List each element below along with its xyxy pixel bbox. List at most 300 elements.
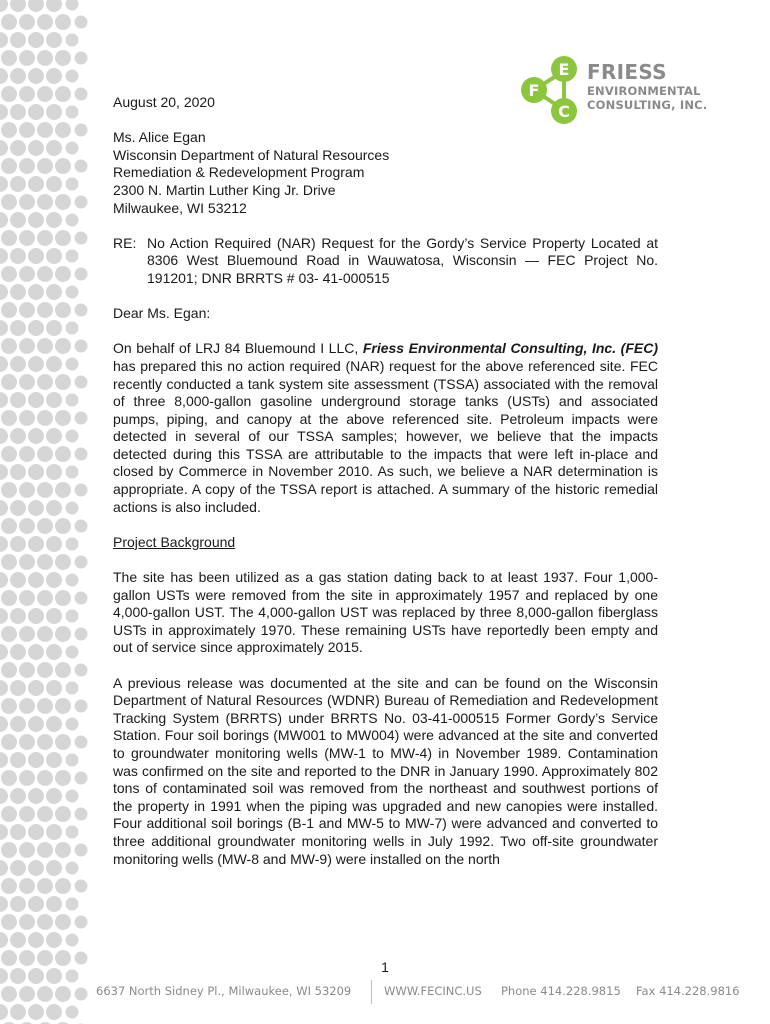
recipient-street: 2300 N. Martin Luther King Jr. Drive — [113, 181, 336, 198]
decor-dot — [19, 14, 35, 30]
decor-dot — [0, 824, 8, 840]
decor-dot — [75, 340, 88, 353]
decor-dot — [75, 772, 88, 785]
decor-dot — [66, 718, 79, 731]
decor-dot — [1, 842, 17, 858]
decor-dot — [28, 716, 44, 732]
decor-dot — [10, 356, 26, 372]
decor-dot — [19, 518, 35, 534]
decor-dot — [46, 608, 62, 624]
decor-dot — [75, 268, 88, 281]
decor-dot — [0, 140, 8, 156]
decor-dot — [66, 0, 79, 11]
decor-dot — [66, 574, 79, 587]
decor-dot — [75, 664, 88, 677]
decor-dot — [19, 662, 35, 678]
decor-dot — [0, 680, 8, 696]
decor-dot — [66, 466, 79, 479]
decor-dot — [28, 176, 44, 192]
decor-dot — [28, 68, 44, 84]
decor-dot — [66, 682, 79, 695]
decor-dot — [37, 986, 53, 1002]
decor-dot — [28, 608, 44, 624]
decor-dot — [0, 572, 8, 588]
decor-dot — [46, 284, 62, 300]
decor-dot — [55, 338, 71, 354]
decor-dot — [55, 662, 71, 678]
decor-dot — [55, 302, 71, 318]
decor-dot — [55, 590, 71, 606]
decor-dot — [37, 554, 53, 570]
decor-dot — [10, 572, 26, 588]
decor-dot — [0, 500, 8, 516]
decor-dot — [55, 194, 71, 210]
decor-dot — [1, 410, 17, 426]
decor-dot — [0, 788, 8, 804]
decor-dot — [66, 142, 79, 155]
decor-dot — [0, 536, 8, 552]
decorative-dot-pattern — [0, 0, 90, 1024]
decor-dot — [19, 482, 35, 498]
decor-dot — [0, 176, 8, 192]
decor-dot — [1, 446, 17, 462]
decor-dot — [55, 518, 71, 534]
logo-line-1: FRIESS — [587, 60, 667, 84]
decor-dot — [10, 788, 26, 804]
decor-dot — [66, 646, 79, 659]
decor-dot — [75, 736, 88, 749]
decor-dot — [46, 104, 62, 120]
decor-dot — [19, 338, 35, 354]
decor-dot — [46, 392, 62, 408]
decor-dot — [55, 374, 71, 390]
letter-date: August 20, 2020 — [113, 94, 215, 110]
decor-dot — [55, 770, 71, 786]
decor-dot — [28, 104, 44, 120]
decor-dot — [19, 194, 35, 210]
decor-dot — [37, 374, 53, 390]
decor-dot — [28, 536, 44, 552]
decor-dot — [66, 214, 79, 227]
subject-line — [113, 235, 658, 288]
logo-line-3: CONSULTING, INC. — [587, 97, 708, 112]
decor-dot — [28, 140, 44, 156]
decor-dot — [55, 158, 71, 174]
decor-dot — [1, 482, 17, 498]
decor-dot — [46, 860, 62, 876]
decor-dot — [55, 230, 71, 246]
decor-dot — [28, 212, 44, 228]
decor-dot — [75, 232, 88, 245]
decor-dot — [75, 196, 88, 209]
decor-dot — [0, 464, 8, 480]
decor-dot — [19, 158, 35, 174]
decor-dot — [10, 680, 26, 696]
decor-dot — [66, 1006, 79, 1019]
decor-dot — [19, 302, 35, 318]
decor-dot — [1, 626, 17, 642]
footer-divider — [371, 980, 372, 1004]
decor-dot — [37, 158, 53, 174]
decor-dot — [37, 86, 53, 102]
decor-dot — [66, 178, 79, 191]
decor-dot — [55, 266, 71, 282]
subject-text: No Action Required (NAR) Request for the Gordy’s Service Property Located at 8306 West Bluemound Road in Wauwatosa, Wisconsin — FEC Project No. 191201; DNR BRRTS # 03- 41-000515 — [147, 234, 658, 286]
decor-dot — [66, 934, 79, 947]
decor-dot — [1, 302, 17, 318]
company-name-emphasis: Friess Environmental Consulting, Inc. (FEC) — [362, 340, 659, 357]
decor-dot — [37, 842, 53, 858]
decor-dot — [75, 592, 88, 605]
decor-dot — [0, 896, 8, 912]
decor-dot — [19, 806, 35, 822]
background-paragraph-1: The site has been utilized as a gas station dating back to at least 1937. Four 1,000-gallon USTs were removed from the site in approximately 1957 and replaced by one 4,000-gallon UST. The 4,000-gallon UST was replaced by three 8,000-gallon fiberglass USTs in approximately 1970. These remaining USTs have reportedly been empty and out of service since approximately 2015. — [113, 569, 658, 656]
decor-dot — [75, 448, 88, 461]
decor-dot — [10, 1004, 26, 1020]
decor-dot — [28, 1004, 44, 1020]
decor-dot — [1, 230, 17, 246]
decor-dot — [37, 230, 53, 246]
decor-dot — [1, 374, 17, 390]
footer-website: WWW.FECINC.US — [384, 984, 482, 998]
decor-dot — [1, 698, 17, 714]
decor-dot — [19, 626, 35, 642]
decor-dot — [28, 932, 44, 948]
decor-dot — [75, 700, 88, 713]
decor-dot — [55, 86, 71, 102]
decor-dot — [0, 0, 8, 12]
decor-dot — [10, 212, 26, 228]
decor-dot — [28, 428, 44, 444]
decor-dot — [19, 698, 35, 714]
decor-dot — [46, 248, 62, 264]
decor-dot — [75, 376, 88, 389]
decor-dot — [0, 320, 8, 336]
decor-dot — [66, 322, 79, 335]
decor-dot — [37, 14, 53, 30]
decor-dot — [37, 806, 53, 822]
decor-dot — [19, 590, 35, 606]
decor-dot — [66, 538, 79, 551]
decor-dot — [55, 554, 71, 570]
decor-dot — [55, 482, 71, 498]
decor-dot — [10, 644, 26, 660]
decor-dot — [28, 644, 44, 660]
decor-dot — [1, 662, 17, 678]
logo-letter-c: C — [558, 102, 570, 121]
decor-dot — [0, 392, 8, 408]
decor-dot — [55, 986, 71, 1002]
decor-dot — [19, 86, 35, 102]
decor-dot — [1, 914, 17, 930]
decor-dot — [66, 826, 79, 839]
decor-dot — [1, 122, 17, 138]
decor-dot — [66, 754, 79, 767]
decor-dot — [55, 14, 71, 30]
decor-dot — [28, 320, 44, 336]
decor-dot — [55, 626, 71, 642]
decor-dot — [66, 502, 79, 515]
decor-dot — [55, 878, 71, 894]
decor-dot — [10, 932, 26, 948]
decor-dot — [1, 518, 17, 534]
decor-dot — [10, 104, 26, 120]
recipient-city: Milwaukee, WI 53212 — [113, 199, 247, 216]
decor-dot — [75, 844, 88, 857]
decor-dot — [46, 896, 62, 912]
decor-dot — [46, 140, 62, 156]
decor-dot — [55, 806, 71, 822]
decor-dot — [1, 806, 17, 822]
decor-dot — [10, 500, 26, 516]
decor-dot — [0, 716, 8, 732]
decor-dot — [10, 464, 26, 480]
salutation: Dear Ms. Egan: — [113, 305, 211, 322]
decor-dot — [10, 752, 26, 768]
decor-dot — [55, 842, 71, 858]
decor-dot — [55, 410, 71, 426]
decor-dot — [37, 410, 53, 426]
decor-dot — [46, 788, 62, 804]
decor-dot — [75, 556, 88, 569]
decor-dot — [19, 734, 35, 750]
decor-dot — [75, 88, 88, 101]
decor-dot — [66, 70, 79, 83]
decor-dot — [1, 14, 17, 30]
decor-dot — [0, 428, 8, 444]
decor-dot — [46, 752, 62, 768]
decor-dot — [37, 590, 53, 606]
decor-dot — [46, 644, 62, 660]
decor-dot — [55, 446, 71, 462]
decor-dot — [66, 394, 79, 407]
decor-dot — [1, 194, 17, 210]
intro-paragraph — [113, 340, 658, 516]
decor-dot — [1, 986, 17, 1002]
recipient-address — [113, 129, 658, 217]
decor-dot — [75, 412, 88, 425]
footer-fax: Fax 414.228.9816 — [636, 984, 740, 998]
decor-dot — [37, 878, 53, 894]
decor-dot — [10, 0, 26, 12]
decor-dot — [46, 716, 62, 732]
decor-dot — [66, 862, 79, 875]
decor-dot — [10, 248, 26, 264]
intro-text-start: On behalf of LRJ 84 Bluemound I LLC, — [113, 340, 363, 357]
decor-dot — [37, 302, 53, 318]
decor-dot — [46, 536, 62, 552]
decor-dot — [66, 430, 79, 443]
decor-dot — [46, 32, 62, 48]
decor-dot — [46, 1004, 62, 1020]
intro-text-end: has prepared this no action required (NAR) request for the above referenced site. FEC recently conducted a tank system site assessment (TSSA) associated with the removal of three 8,000-gallon gasoline underground storage tanks (USTs) and associated pumps, piping, and canopy at the above referenced site. Petroleum impacts were detected in several of our TSSA samples; however, we believe that the impacts detected during this TSSA are attributable to the impacts that were left in-place and closed by Commerce in November 2010. As such, we believe a NAR determination is appropriate. A copy of the TSSA report is attached. A summary of the historic remedial actions is also included. — [113, 357, 658, 515]
decor-dot — [66, 250, 79, 263]
decor-dot — [28, 896, 44, 912]
decor-dot — [28, 500, 44, 516]
decor-dot — [66, 106, 79, 119]
decor-dot — [1, 50, 17, 66]
decor-dot — [46, 680, 62, 696]
decor-dot — [55, 122, 71, 138]
decor-dot — [28, 284, 44, 300]
decor-dot — [19, 410, 35, 426]
decor-dot — [0, 932, 8, 948]
recipient-program: Remediation & Redevelopment Program — [113, 164, 365, 181]
decor-dot — [19, 122, 35, 138]
decor-dot — [0, 860, 8, 876]
decor-dot — [37, 446, 53, 462]
decor-dot — [10, 284, 26, 300]
decor-dot — [19, 914, 35, 930]
decor-dot — [1, 734, 17, 750]
decor-dot — [19, 230, 35, 246]
decor-dot — [46, 500, 62, 516]
section-heading: Project Background — [113, 533, 236, 550]
logo-line-2: ENVIRONMENTAL — [587, 84, 701, 98]
decor-dot — [28, 788, 44, 804]
decor-dot — [19, 374, 35, 390]
decor-dot — [37, 194, 53, 210]
decor-dot — [75, 988, 88, 1001]
decor-dot — [0, 68, 8, 84]
recipient-org: Wisconsin Department of Natural Resources — [113, 146, 390, 163]
background-paragraph-2: A previous release was documented at the site and can be found on the Wisconsin Department of Natural Resources (WDNR) Bureau of Remediation and Redevelopment Tracking System (BRRTS) under BRRTS No. 03-41-000515 Former Gordy’s Service Station. Four soil borings (MW001 to MW004) were advanced at the site and converted to groundwater monitoring wells (MW-1 to MW-4) in November 1989. Contamination was confirmed on the site and reported to the DNR in January 1990. Approximately 802 tons of contaminated soil was removed from the northeast and southwest portions of the property in 1991 when the piping was upgraded and new canopies were installed. Four additional soil borings (B-1 and MW-5 to MW-7) were advanced and converted to three additional groundwater monitoring wells in July 1992. Two off-site groundwater monitoring wells (MW-8 and MW-9) were installed on the north — [113, 674, 658, 867]
decor-dot — [1, 590, 17, 606]
decor-dot — [66, 286, 79, 299]
decor-dot — [10, 716, 26, 732]
decor-dot — [75, 16, 88, 29]
subject-label: RE: — [113, 234, 137, 251]
decor-dot — [10, 68, 26, 84]
decor-dot — [10, 536, 26, 552]
decor-dot — [19, 770, 35, 786]
decor-dot — [46, 212, 62, 228]
decor-dot — [28, 572, 44, 588]
decor-dot — [37, 482, 53, 498]
decor-dot — [0, 248, 8, 264]
decor-dot — [28, 752, 44, 768]
decor-dot — [75, 880, 88, 893]
decor-dot — [19, 446, 35, 462]
decor-dot — [0, 212, 8, 228]
decor-dot — [37, 698, 53, 714]
decor-dot — [75, 808, 88, 821]
decor-dot — [0, 356, 8, 372]
decor-dot — [10, 140, 26, 156]
decor-dot — [55, 50, 71, 66]
decor-dot — [75, 628, 88, 641]
decor-dot — [66, 358, 79, 371]
decor-dot — [46, 464, 62, 480]
decor-dot — [55, 698, 71, 714]
decor-dot — [28, 32, 44, 48]
footer-address: 6637 North Sidney Pl., Milwaukee, WI 53209 — [96, 984, 352, 998]
decor-dot — [66, 34, 79, 47]
decor-dot — [28, 248, 44, 264]
page-footer — [96, 980, 746, 1006]
decor-dot — [10, 176, 26, 192]
decor-dot — [37, 518, 53, 534]
decor-dot — [0, 32, 8, 48]
decor-dot — [10, 428, 26, 444]
decor-dot — [10, 824, 26, 840]
decor-dot — [46, 932, 62, 948]
decor-dot — [28, 680, 44, 696]
decor-dot — [28, 860, 44, 876]
footer-phone: Phone 414.228.9815 — [501, 984, 621, 998]
logo-letter-e: E — [558, 60, 570, 79]
decor-dot — [75, 52, 88, 65]
decor-dot — [0, 104, 8, 120]
decor-dot — [0, 284, 8, 300]
decor-dot — [19, 50, 35, 66]
decor-dot — [19, 986, 35, 1002]
page-number: 1 — [381, 959, 389, 975]
decor-dot — [10, 320, 26, 336]
decor-dot — [46, 428, 62, 444]
decor-dot — [19, 266, 35, 282]
decor-dot — [37, 770, 53, 786]
decor-dot — [46, 0, 62, 12]
decor-dot — [66, 790, 79, 803]
decor-dot — [66, 610, 79, 623]
decor-dot — [75, 304, 88, 317]
decor-dot — [55, 914, 71, 930]
decor-dot — [19, 554, 35, 570]
decor-dot — [0, 644, 8, 660]
decor-dot — [10, 32, 26, 48]
decor-dot — [28, 464, 44, 480]
decor-dot — [1, 158, 17, 174]
decor-dot — [37, 626, 53, 642]
decor-dot — [46, 320, 62, 336]
decor-dot — [1, 338, 17, 354]
decor-dot — [46, 176, 62, 192]
decor-dot — [0, 1004, 8, 1020]
letter-body — [113, 94, 658, 868]
decor-dot — [46, 572, 62, 588]
decor-dot — [37, 734, 53, 750]
decor-dot — [1, 770, 17, 786]
decor-dot — [1, 554, 17, 570]
decor-dot — [37, 266, 53, 282]
decor-dot — [10, 608, 26, 624]
decor-dot — [1, 86, 17, 102]
decor-dot — [28, 824, 44, 840]
decor-dot — [28, 356, 44, 372]
decor-dot — [75, 124, 88, 137]
decor-dot — [1, 266, 17, 282]
decor-dot — [0, 608, 8, 624]
decor-dot — [28, 0, 44, 12]
decor-dot — [55, 734, 71, 750]
decor-dot — [1, 878, 17, 894]
decor-dot — [75, 520, 88, 533]
decor-dot — [19, 842, 35, 858]
decor-dot — [66, 898, 79, 911]
decor-dot — [0, 752, 8, 768]
decor-dot — [28, 392, 44, 408]
decor-dot — [46, 68, 62, 84]
decor-dot — [37, 914, 53, 930]
decor-dot — [10, 896, 26, 912]
decor-dot — [75, 160, 88, 173]
logo-letter-f: F — [528, 81, 540, 100]
decor-dot — [75, 484, 88, 497]
decor-dot — [19, 878, 35, 894]
recipient-name: Ms. Alice Egan — [113, 129, 206, 146]
decor-dot — [37, 338, 53, 354]
